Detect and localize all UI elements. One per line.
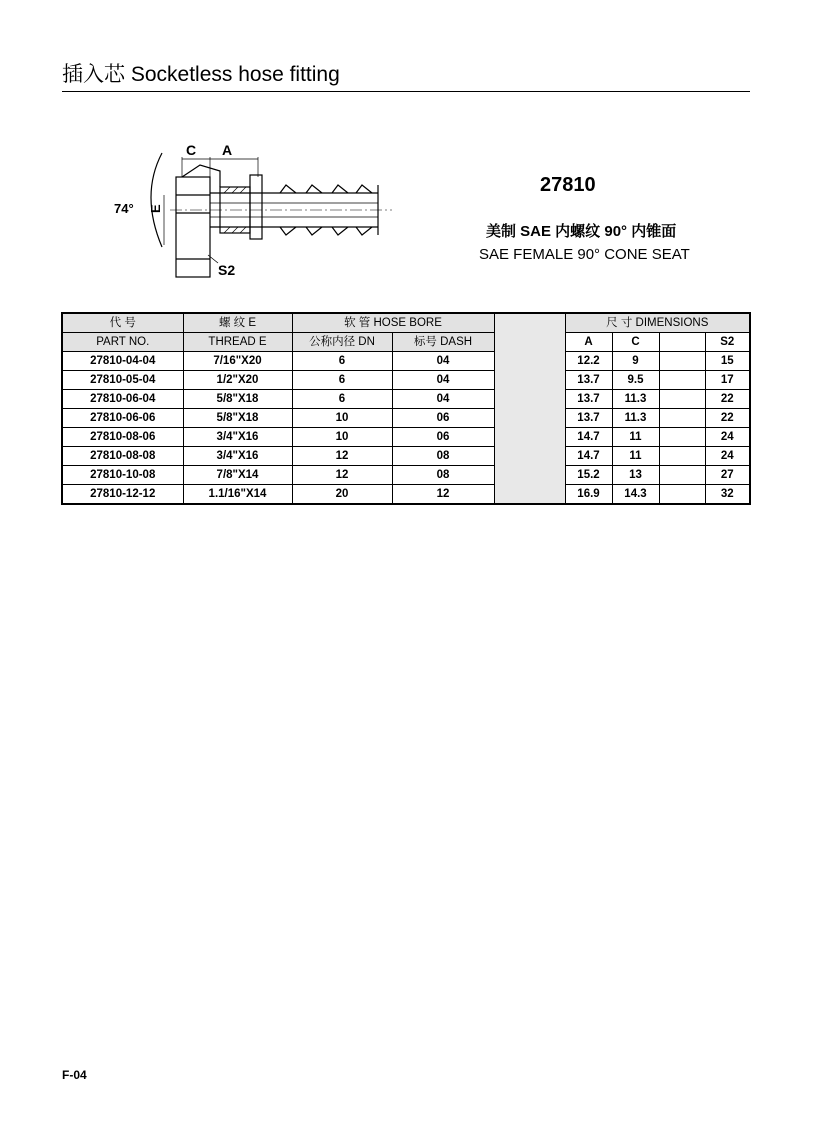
cell-a: 13.7: [565, 371, 612, 390]
cell-part: 27810-05-04: [62, 371, 183, 390]
cell-dash: 08: [392, 466, 494, 485]
cell-part: 27810-04-04: [62, 352, 183, 371]
cell-dash: 06: [392, 428, 494, 447]
table-row: [62, 352, 750, 371]
cell-a: 12.2: [565, 352, 612, 371]
cell-s2: 27: [705, 466, 750, 485]
cell-empty: [494, 390, 565, 409]
cell-dn: 6: [292, 390, 392, 409]
cell-a: 16.9: [565, 485, 612, 505]
cell-s2: 22: [705, 409, 750, 428]
page-title: 插入芯 Socketless hose fitting: [62, 63, 340, 86]
table-subheader-row: [62, 333, 750, 352]
header-thread-cn: 螺 纹 E: [183, 313, 292, 333]
cell-part: 27810-10-08: [62, 466, 183, 485]
cell-dn: 10: [292, 409, 392, 428]
table-row: [62, 466, 750, 485]
cell-s2: 17: [705, 371, 750, 390]
cell-c: 11.3: [612, 390, 659, 409]
table-row: [62, 371, 750, 390]
cell-c: 14.3: [612, 485, 659, 505]
cell-s2: 22: [705, 390, 750, 409]
cell-empty: [494, 409, 565, 428]
cell-dash: 04: [392, 352, 494, 371]
cell-dn: 12: [292, 447, 392, 466]
cell-empty: [659, 466, 705, 485]
product-model-number: 27810: [540, 174, 596, 196]
cell-c: 9.5: [612, 371, 659, 390]
cell-c: 9: [612, 352, 659, 371]
header-s2: S2: [705, 333, 750, 352]
header-divider: [62, 91, 750, 92]
hex-nut: [176, 177, 210, 277]
cell-part: 27810-06-04: [62, 390, 183, 409]
cell-thread: 7/8"X14: [183, 466, 292, 485]
cell-dn: 10: [292, 428, 392, 447]
cell-thread: 5/8"X18: [183, 390, 292, 409]
table-row: [62, 485, 750, 505]
cell-c: 11.3: [612, 409, 659, 428]
cell-empty: [494, 352, 565, 371]
cell-dn: 6: [292, 352, 392, 371]
cell-thread: 3/4"X16: [183, 428, 292, 447]
cell-dash: 08: [392, 447, 494, 466]
specification-table: [61, 312, 751, 505]
cell-dash: 12: [392, 485, 494, 505]
cell-s2: 24: [705, 447, 750, 466]
page-number: F-04: [62, 1068, 87, 1082]
header-thread-en: THREAD E: [183, 333, 292, 352]
cell-part: 27810-08-06: [62, 428, 183, 447]
cell-thread: 3/4"X16: [183, 447, 292, 466]
product-description-cn: 美制 SAE 内螺纹 90° 内锥面: [486, 223, 677, 240]
cell-thread: 7/16"X20: [183, 352, 292, 371]
cell-dn: 6: [292, 371, 392, 390]
cell-c: 13: [612, 466, 659, 485]
cell-part: 27810-12-12: [62, 485, 183, 505]
angle-arc: [151, 153, 162, 247]
cell-dash: 04: [392, 390, 494, 409]
fitting-technical-drawing: [100, 135, 400, 285]
header-part-cn: 代 号: [62, 313, 183, 333]
header-dn: 公称内径 DN: [292, 333, 392, 352]
cell-empty: [494, 371, 565, 390]
header-c: C: [612, 333, 659, 352]
cell-empty: [659, 485, 705, 505]
cell-a: 14.7: [565, 428, 612, 447]
drawing-label-angle: 74°: [114, 201, 134, 216]
cell-c: 11: [612, 428, 659, 447]
product-description-en: SAE FEMALE 90° CONE SEAT: [479, 246, 690, 263]
cell-dash: 04: [392, 371, 494, 390]
drawing-label-a: A: [222, 142, 233, 158]
header-empty-dim: [659, 333, 705, 352]
table-row: [62, 390, 750, 409]
cell-empty: [494, 447, 565, 466]
cell-a: 13.7: [565, 409, 612, 428]
cell-s2: 24: [705, 428, 750, 447]
cell-s2: 32: [705, 485, 750, 505]
cell-thread: 1/2"X20: [183, 371, 292, 390]
cell-part: 27810-06-06: [62, 409, 183, 428]
cell-empty: [659, 352, 705, 371]
cell-empty: [659, 409, 705, 428]
cell-empty: [494, 485, 565, 505]
cell-a: 13.7: [565, 390, 612, 409]
header-hose-bore: 软 管 HOSE BORE: [292, 313, 494, 333]
cell-empty: [659, 371, 705, 390]
cell-c: 11: [612, 447, 659, 466]
header-a: A: [565, 333, 612, 352]
cell-dn: 20: [292, 485, 392, 505]
drawing-label-s2: S2: [218, 262, 236, 278]
cell-thread: 5/8"X18: [183, 409, 292, 428]
drawing-label-e: E: [148, 204, 163, 213]
cell-empty: [659, 428, 705, 447]
header-blank-column: [494, 313, 565, 352]
cell-empty: [494, 428, 565, 447]
cell-dash: 06: [392, 409, 494, 428]
cell-empty: [659, 447, 705, 466]
cell-empty: [659, 390, 705, 409]
table-row: [62, 409, 750, 428]
cell-a: 15.2: [565, 466, 612, 485]
header-part-en: PART NO.: [62, 333, 183, 352]
cell-part: 27810-08-08: [62, 447, 183, 466]
cell-empty: [494, 466, 565, 485]
cell-a: 14.7: [565, 447, 612, 466]
cell-dn: 12: [292, 466, 392, 485]
table-row: [62, 447, 750, 466]
cell-s2: 15: [705, 352, 750, 371]
table-row: [62, 428, 750, 447]
table-header-row: [62, 313, 750, 333]
header-dimensions: 尺 寸 DIMENSIONS: [565, 313, 750, 333]
cell-thread: 1.1/16"X14: [183, 485, 292, 505]
drawing-label-c: C: [186, 142, 197, 158]
header-dash: 标号 DASH: [392, 333, 494, 352]
